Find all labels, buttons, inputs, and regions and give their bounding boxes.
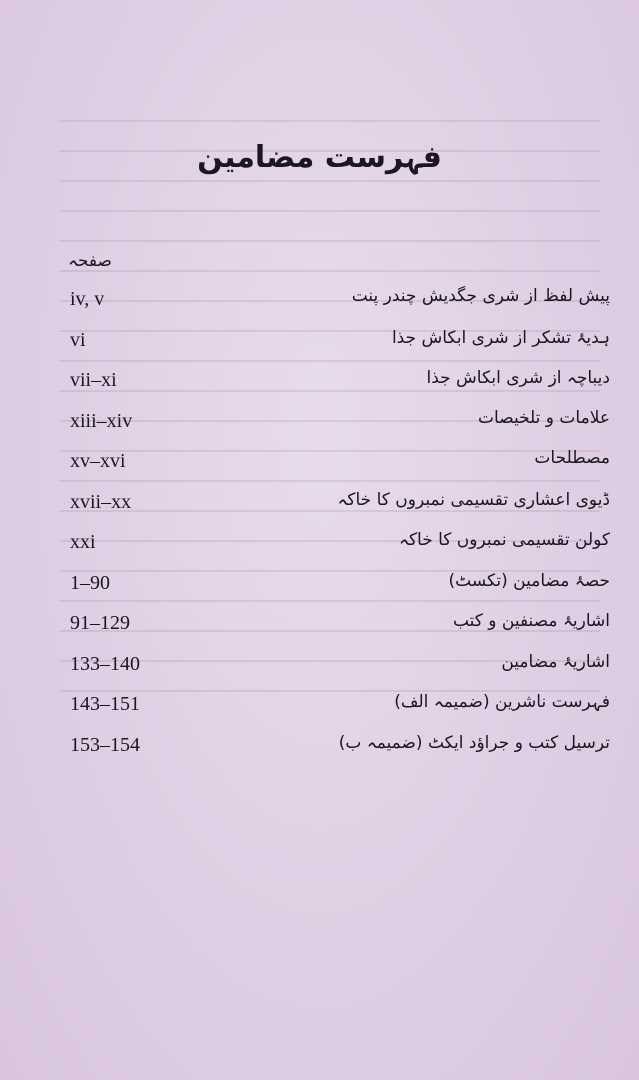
toc-entry: پیش لفظ از شری جگدیش چندر پنت <box>351 286 610 306</box>
toc-row <box>62 568 610 609</box>
toc-pages: iv, v <box>70 288 105 310</box>
toc-pages: vi <box>70 328 86 351</box>
toc-entry: حصۂ مضامین (تکسٹ) <box>448 570 610 591</box>
toc-entry: فہرست ناشرین (ضمیمہ الف) <box>394 692 610 712</box>
toc-row <box>62 446 610 487</box>
toc-entry: ڈیوی اعشاری تقسیمی نمبروں کا خاکہ <box>337 489 610 510</box>
table-of-contents <box>62 284 610 770</box>
toc-row <box>62 689 610 730</box>
toc-row <box>62 365 610 406</box>
toc-entry: اشاریۂ مضامین <box>501 651 610 672</box>
toc-pages: 1–90 <box>70 571 110 594</box>
page-column-label: صفحہ <box>68 251 112 271</box>
page-title: فہرست مضامین <box>197 140 442 175</box>
toc-row <box>62 527 610 568</box>
toc-entry: مصطلحات <box>534 448 610 468</box>
toc-entry: کولن تقسیمی نمبروں کا خاکہ <box>398 530 610 550</box>
toc-pages: vii–xi <box>70 369 117 391</box>
toc-pages: 91–129 <box>70 612 130 634</box>
toc-pages: 153–154 <box>70 733 140 756</box>
toc-entry: اشاریۂ مصنفین و کتب <box>452 611 610 631</box>
toc-entry: دیباچہ از شری ابکاش جذا <box>426 368 610 388</box>
toc-pages: xiii–xiv <box>70 409 133 432</box>
toc-pages: 143–151 <box>70 693 140 715</box>
toc-pages: xv–xvi <box>70 450 126 472</box>
toc-row <box>62 730 610 771</box>
toc-row <box>62 487 610 528</box>
toc-pages: xvii–xx <box>70 490 132 513</box>
toc-row <box>62 406 610 447</box>
toc-row <box>62 325 610 366</box>
toc-entry: علامات و تلخیصات <box>478 407 610 428</box>
toc-entry: ہدیۂ تشکر از شری ابکاش جذا <box>391 327 610 348</box>
toc-row <box>62 284 610 325</box>
toc-pages: xxi <box>70 531 96 553</box>
toc-pages: 133–140 <box>70 652 140 675</box>
toc-entry: ترسیل کتب و جراؤد ایکٹ (ضمیمہ ب) <box>338 732 610 753</box>
toc-row <box>62 608 610 649</box>
toc-row <box>62 649 610 690</box>
